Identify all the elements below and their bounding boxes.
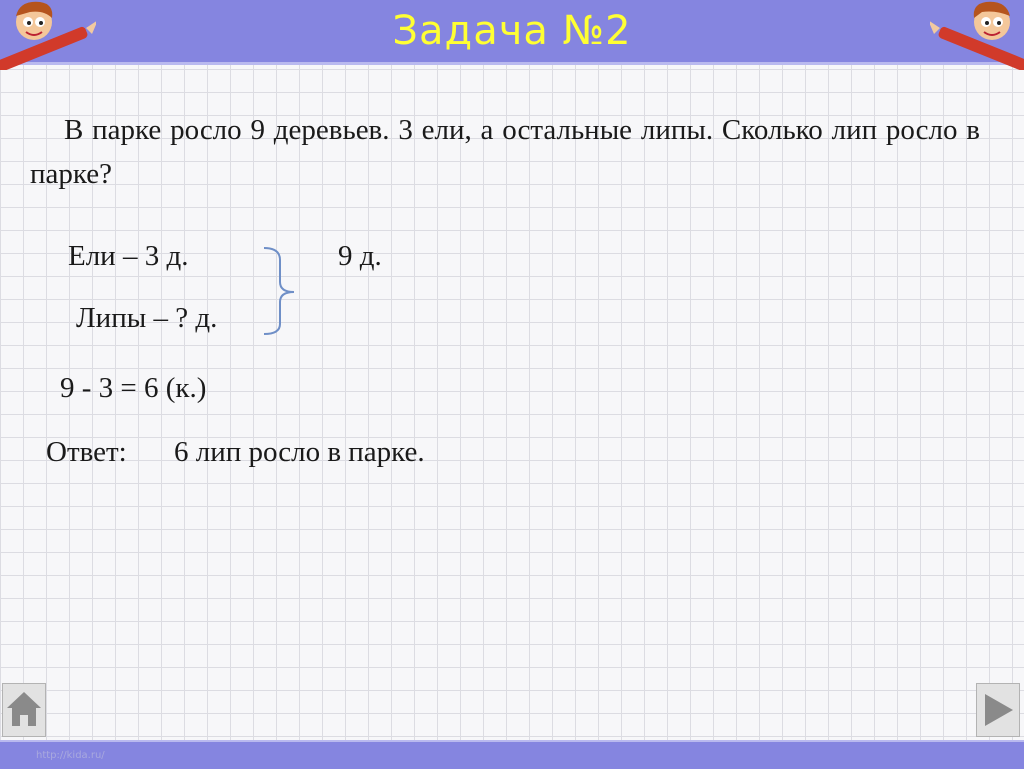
condition-total: 9 д. [338,240,382,272]
next-slide-button[interactable] [976,683,1020,737]
curly-brace [260,246,300,336]
home-icon [3,684,45,736]
problem-text: В парке росло 9 деревьев. 3 ели, а остальные липы. Сколько лип росло в парке? [30,114,980,190]
condition-firs: Ели – 3 д. [68,240,189,272]
watermark-text: http://kida.ru/ [36,750,105,761]
play-arrow-icon [977,684,1019,736]
page-title: Задача №2 [392,8,632,54]
answer-text: 6 лип росло в парке. [174,436,425,468]
footer-bar [0,740,1024,769]
condition-lindens: Липы – ? д. [76,302,218,334]
home-button[interactable] [2,683,46,737]
answer-label: Ответ: [46,436,127,468]
solution-equation: 9 - 3 = 6 (к.) [60,372,207,404]
